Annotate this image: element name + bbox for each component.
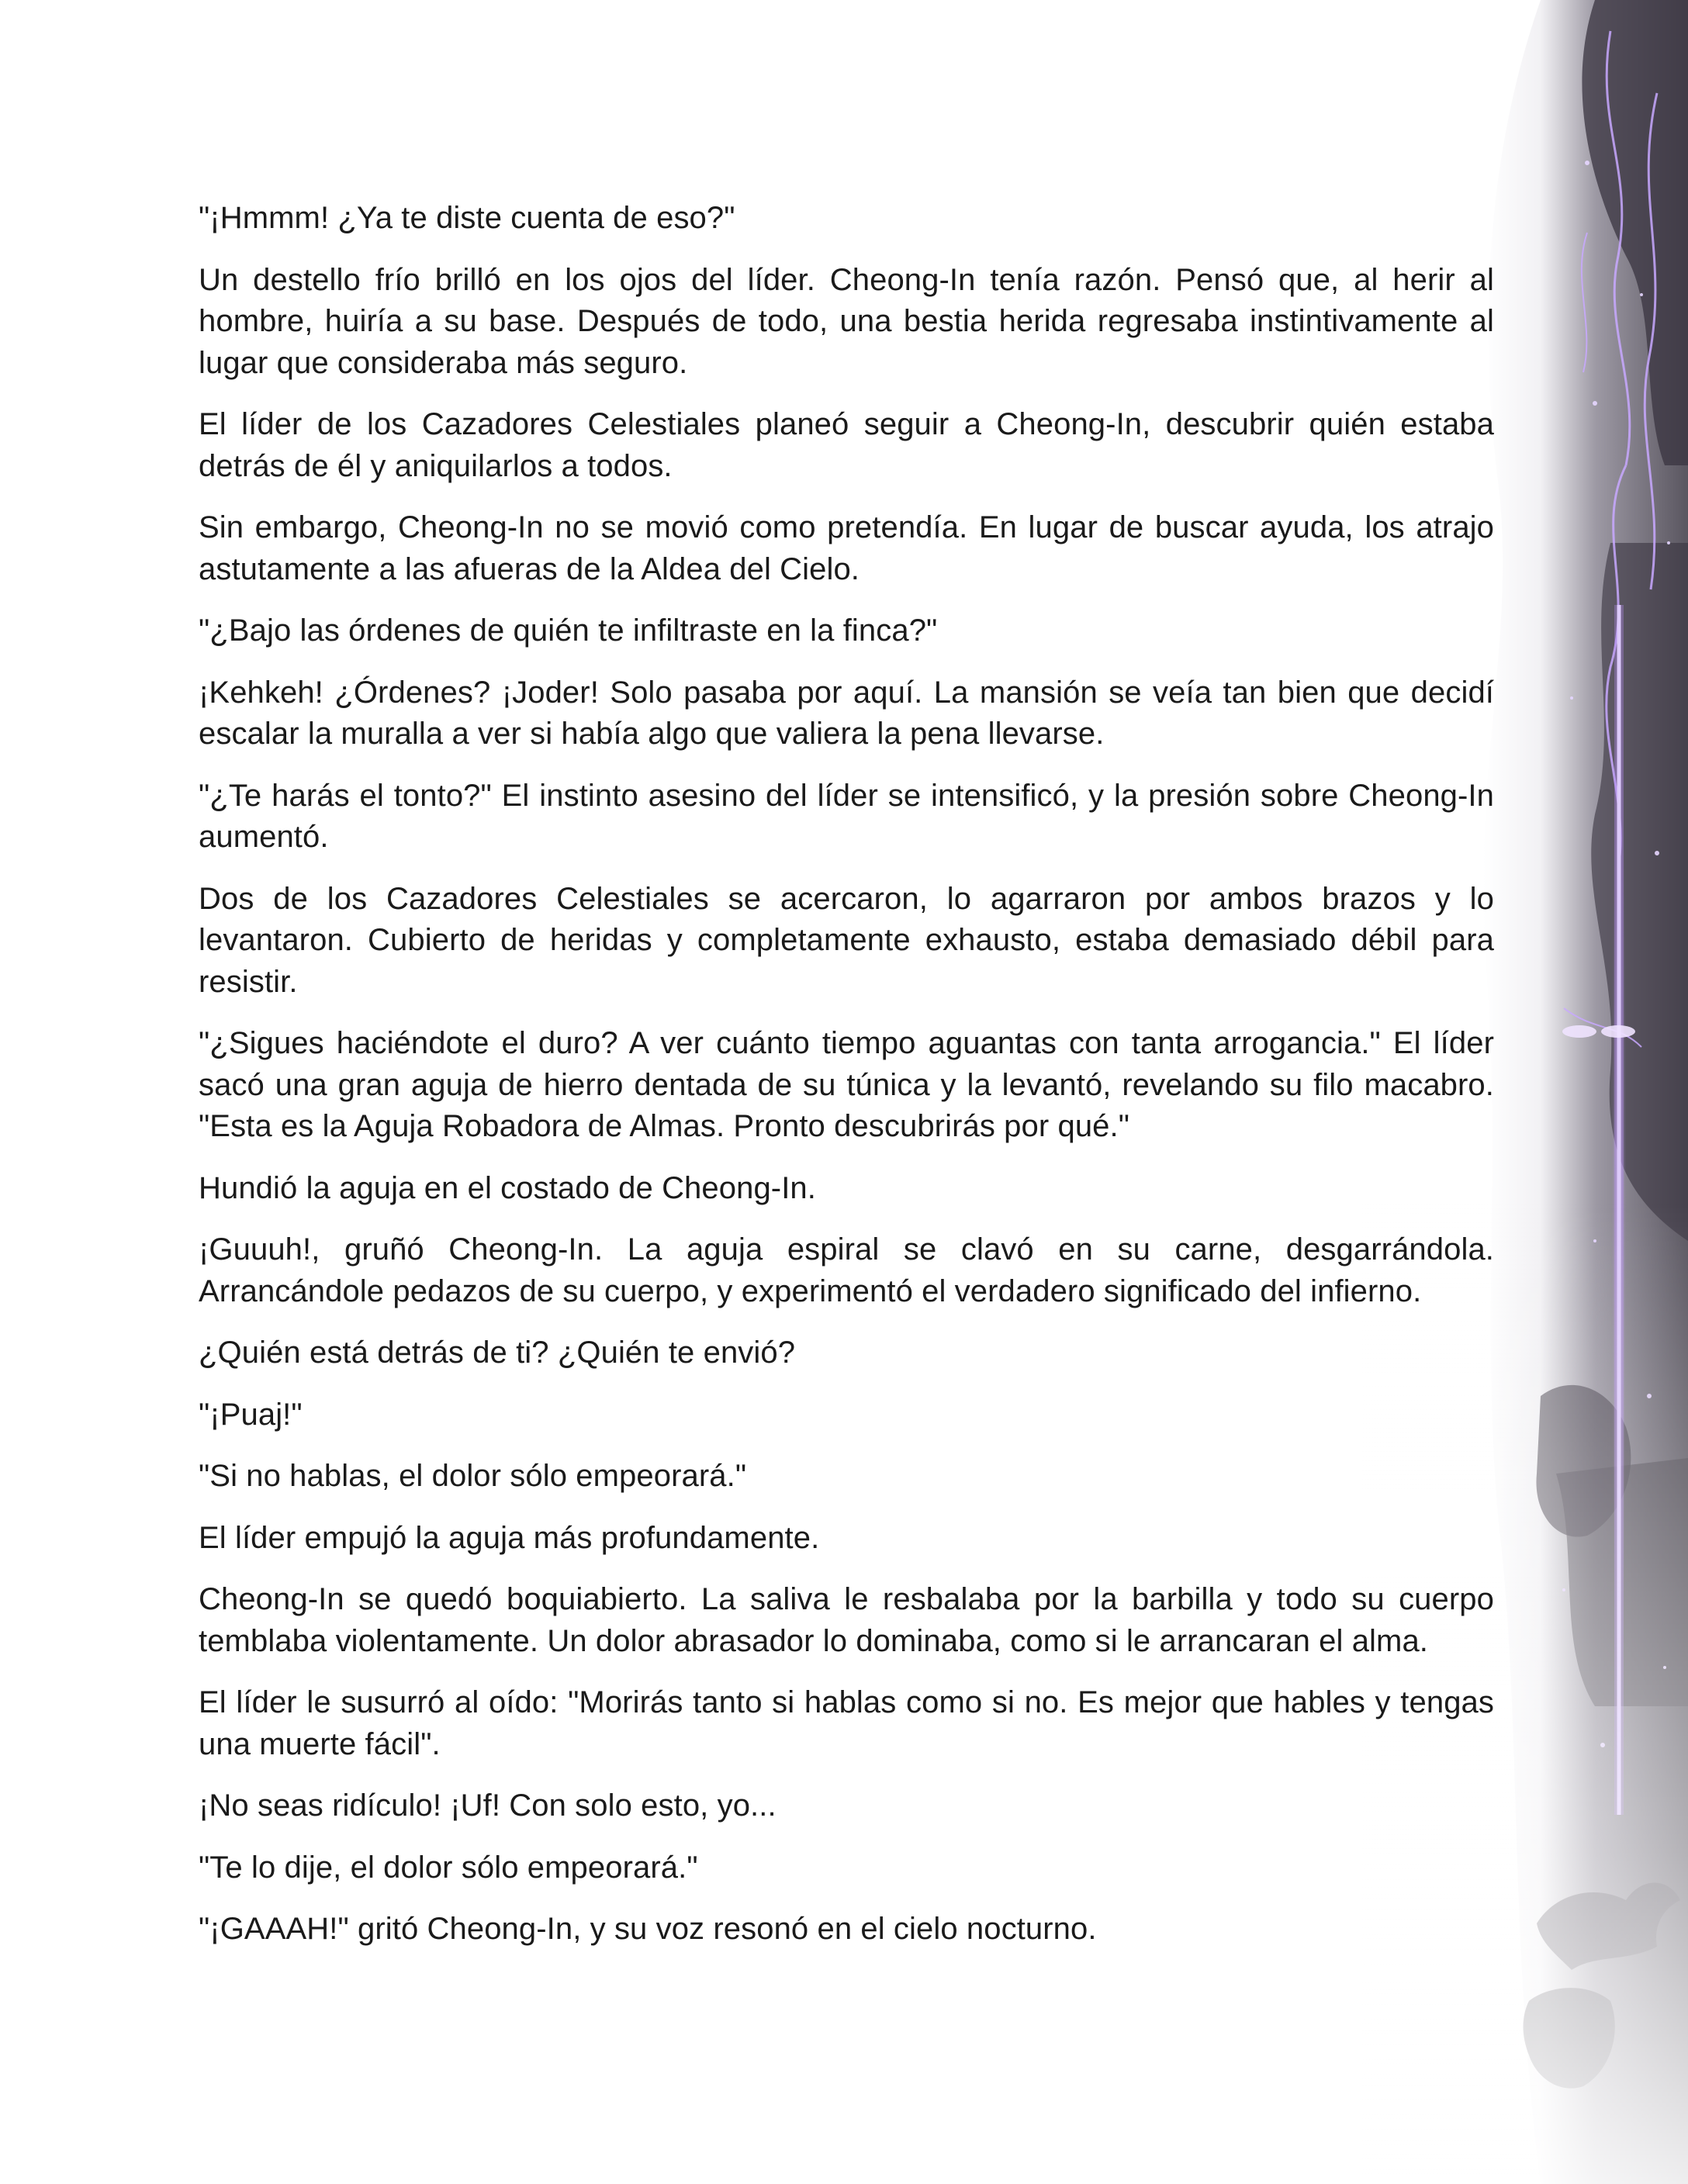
paragraph: El líder empujó la aguja más profundamente. <box>199 1520 820 1555</box>
paragraph: ¡No seas ridículo! ¡Uf! Con solo esto, yo... <box>199 1788 777 1823</box>
paragraph: "Te lo dije, el dolor sólo empeorará." <box>199 1850 698 1885</box>
paragraph: "¿Sigues haciéndote el duro? A ver cuánto tiempo aguantas con tanta arrogancia." El líder sacó una gran aguja de hierro dentada de su túnica y la levantó, revelando su filo macabro. "Esta es la Aguja Robadora de Almas. Pronto descubrirás por qué." <box>199 1026 1494 1143</box>
paragraph: ¡Guuuh!, gruñó Cheong-In. La aguja espiral se clavó en su carne, desgarrándola. Arrancándole pedazos de su cuerpo, y experimentó el verdadero significado del infierno. <box>199 1232 1494 1308</box>
story-text <box>199 198 1494 1971</box>
paragraph: "¡Hmmm! ¿Ya te diste cuenta de eso?" <box>199 201 735 235</box>
paragraph: "¡GAAAH!" gritó Cheong-In, y su voz resonó en el cielo nocturno. <box>199 1912 1097 1946</box>
paragraph: El líder de los Cazadores Celestiales planeó seguir a Cheong-In, descubrir quién estaba detrás de él y aniquilarlos a todos. <box>199 407 1494 483</box>
paragraph: Hundió la aguja en el costado de Cheong-In. <box>199 1170 816 1205</box>
paragraph: "¡Puaj!" <box>199 1397 303 1432</box>
paragraph: "¿Bajo las órdenes de quién te infiltraste en la finca?" <box>199 613 938 648</box>
paragraph: Sin embargo, Cheong-In no se movió como pretendía. En lugar de buscar ayuda, los atrajo astutamente a las afueras de la Aldea del Cielo. <box>199 510 1494 586</box>
paragraph: Dos de los Cazadores Celestiales se acercaron, lo agarraron por ambos brazos y lo levantaron. Cubierto de heridas y completamente exhausto, estaba demasiado débil para resistir. <box>199 881 1494 999</box>
paragraph: "¿Te harás el tonto?" El instinto asesino del líder se intensificó, y la presión sobre Cheong-In aumentó. <box>199 778 1494 854</box>
paragraph: Un destello frío brilló en los ojos del líder. Cheong-In tenía razón. Pensó que, al herir al hombre, huiría a su base. Después de todo, una bestia herida regresaba instintivamente al lugar que consideraba más seguro. <box>199 262 1494 380</box>
paragraph: ¡Kehkeh! ¿Órdenes? ¡Joder! Solo pasaba por aquí. La mansión se veía tan bien que decidí escalar la muralla a ver si había algo que valiera la pena llevarse. <box>199 675 1494 751</box>
paragraph: Cheong-In se quedó boquiabierto. La saliva le resbalaba por la barbilla y todo su cuerpo temblaba violentamente. Un dolor abrasador lo dominaba, como si le arrancaran el alma. <box>199 1582 1494 1658</box>
paragraph: ¿Quién está detrás de ti? ¿Quién te envió? <box>199 1336 796 1370</box>
paragraph: "Si no hablas, el dolor sólo empeorará." <box>199 1459 747 1493</box>
paragraph: El líder le susurró al oído: "Morirás tanto si hablas como si no. Es mejor que hables y tengas una muerte fácil". <box>199 1685 1494 1761</box>
